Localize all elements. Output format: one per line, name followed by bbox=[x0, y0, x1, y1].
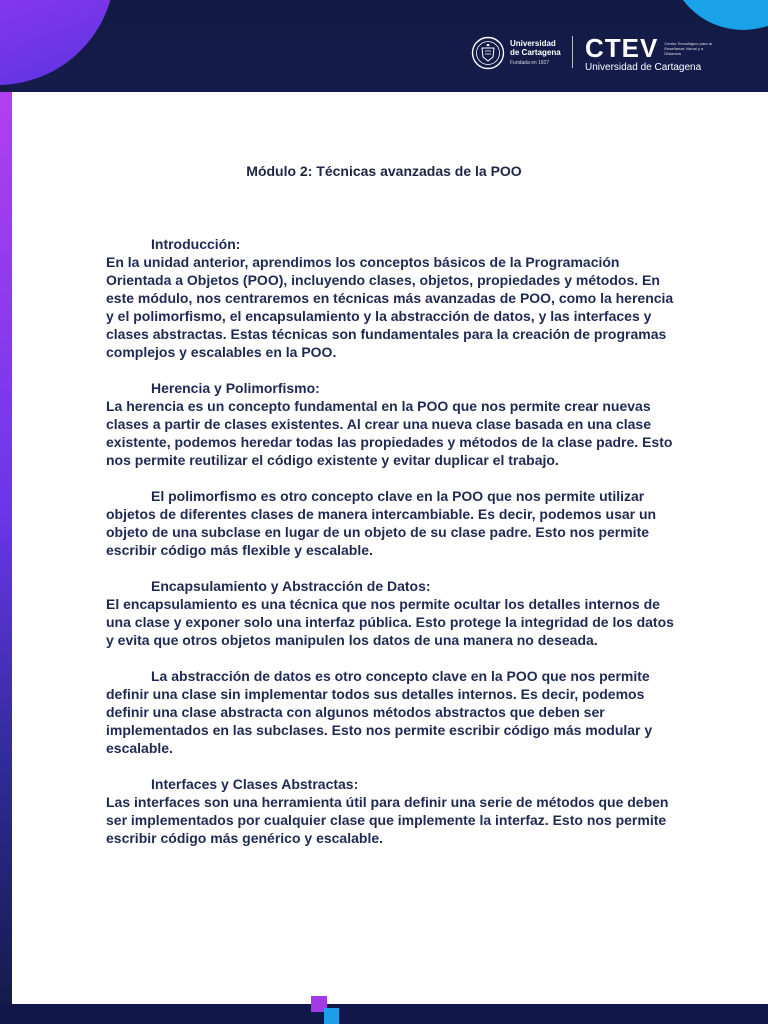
section-introduccion bbox=[106, 235, 676, 361]
ctev-wordmark: CTEV bbox=[585, 33, 659, 63]
section-heading: Introducción: bbox=[151, 236, 241, 252]
footer-band bbox=[0, 1004, 768, 1024]
left-gradient-strip bbox=[0, 92, 12, 1024]
logo-divider bbox=[572, 36, 573, 68]
section-heading: Herencia y Polimorfismo: bbox=[151, 380, 320, 396]
section-encapsulamiento bbox=[106, 577, 676, 649]
university-seal-icon bbox=[471, 36, 505, 70]
university-name-line1: Universidad bbox=[510, 38, 556, 48]
section-interfaces bbox=[106, 775, 676, 847]
university-founded: Fundada en 1827 bbox=[510, 59, 550, 66]
section-herencia bbox=[106, 379, 676, 469]
section-paragraph: La abstracción de datos es otro concepto clave en la POO que nos permite definir una clase sin implementar todos sus detalles internos. Es decir, podemos definir una clase abstracta con algunos métodos abstractos que deben ser implementados en las subclases. Esto nos permite escribir código más modular y escalable. bbox=[106, 668, 653, 756]
section-paragraph: Las interfaces son una herramienta útil para definir una serie de métodos que deben ser implementados por cualquier clase que implemente la interfaz. Esto nos permite escribir código más genérico y escalable. bbox=[106, 794, 669, 846]
section-heading: Encapsulamiento y Abstracción de Datos: bbox=[151, 578, 431, 594]
decorative-blue-circle bbox=[668, 0, 768, 30]
document-body bbox=[106, 235, 676, 865]
university-logo bbox=[471, 33, 561, 73]
university-name-line2: de Cartagena bbox=[510, 47, 561, 57]
header-band bbox=[0, 0, 768, 92]
section-paragraph: En la unidad anterior, aprendimos los conceptos básicos de la Programación Orientada a Objetos (POO), incluyendo clases, objetos, propiedades y métodos. En este módulo, nos centraremos en técnicas más avanzadas de POO, como la herencia y el polimorfismo, el encapsulamiento y la abstracción de datos, y las interfaces y clases abstractas. Estas técnicas son fundamentales para la creación de programas complejos y escalables en la POO. bbox=[106, 254, 674, 360]
ctev-tagline: Centro Tecnológico para la Enseñanza Virtual y a Distancia bbox=[664, 40, 712, 56]
decorative-blue-square bbox=[324, 1008, 339, 1024]
section-paragraph: El encapsulamiento es una técnica que nos permite ocultar los detalles internos de una clase y exponer solo una interfaz pública. Esto protege la integridad de los datos y evita que otros objetos manipulen los datos de una manera no deseada. bbox=[106, 596, 674, 648]
ctev-subtitle: Universidad de Cartagena bbox=[585, 62, 702, 73]
ctev-logo bbox=[585, 33, 712, 74]
section-paragraph: La herencia es un concepto fundamental en la POO que nos permite crear nuevas clases a partir de clases existentes. Al crear una nueva clase basada en una clase existente, podemos heredar todas las propiedades y métodos de la clase padre. Esto nos permite reutilizar el código existente y evitar duplicar el trabajo. bbox=[106, 398, 673, 468]
page-title: Módulo 2: Técnicas avanzadas de la POO bbox=[246, 163, 522, 179]
section-abstraccion bbox=[106, 667, 676, 757]
section-heading: Interfaces y Clases Abstractas: bbox=[151, 776, 359, 792]
section-paragraph: El polimorfismo es otro concepto clave en la POO que nos permite utilizar objetos de diferentes clases de manera intercambiable. Es decir, podemos usar un objeto de una subclase en lugar de un objeto de su clase padre. Esto nos permite escribir código más flexible y escalable. bbox=[106, 488, 657, 558]
section-polimorfismo bbox=[106, 487, 676, 559]
decorative-purple-circle bbox=[0, 0, 115, 85]
university-wordmark bbox=[510, 39, 561, 68]
